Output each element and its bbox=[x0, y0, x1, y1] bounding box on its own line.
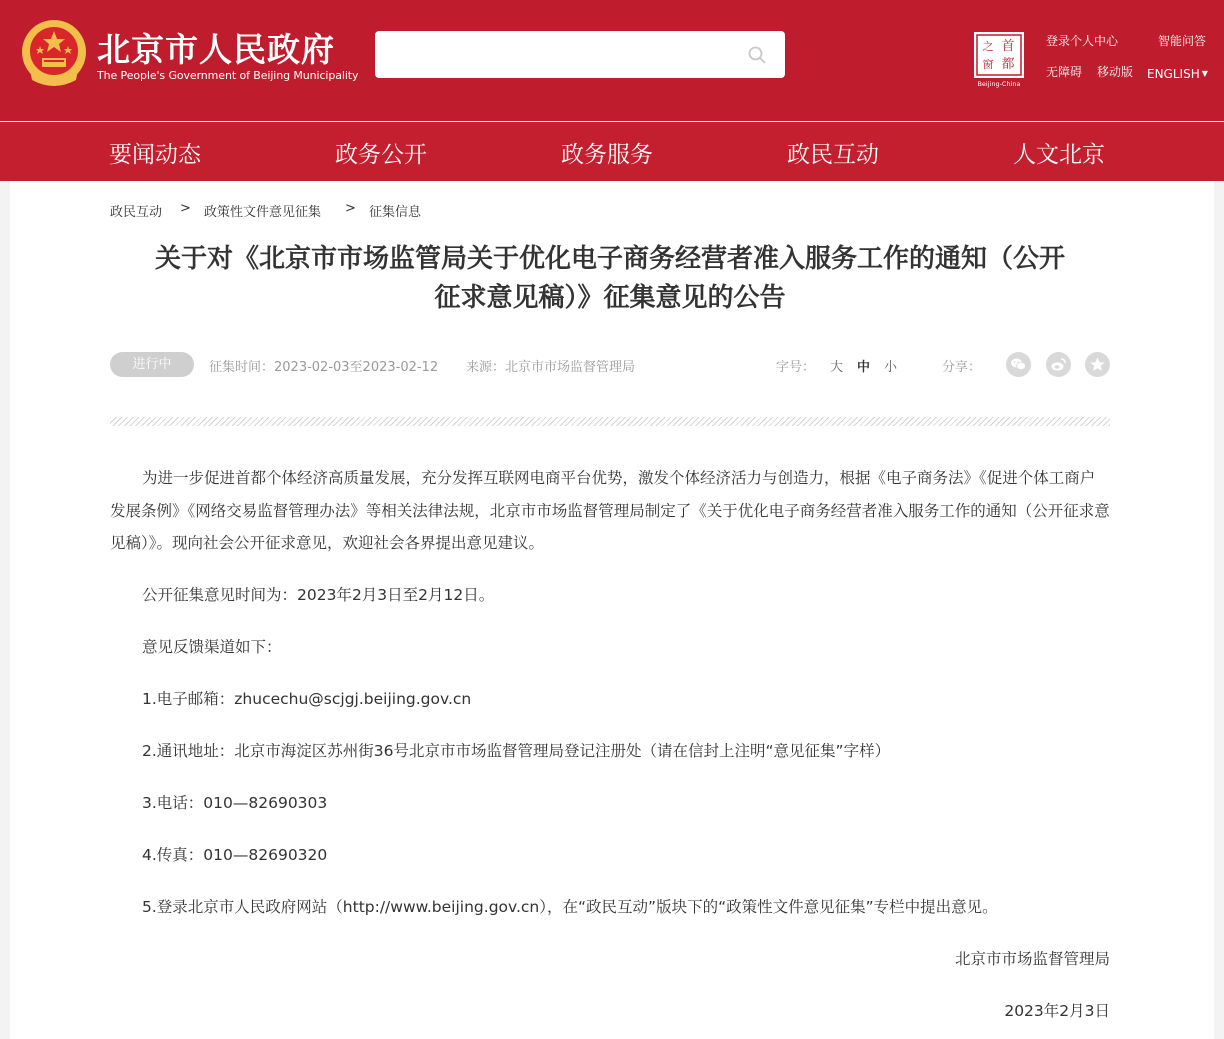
header-bar bbox=[0, 0, 1224, 121]
page-title bbox=[110, 240, 1110, 318]
site-subtitle: The People's Government of Beijing Municipality bbox=[97, 69, 359, 82]
nav-item-open-government[interactable]: 政务公开 bbox=[335, 142, 427, 168]
title-line-2: 征求意见稿）》征集意见的公告 bbox=[434, 283, 786, 313]
share-label: 分享： bbox=[942, 360, 982, 375]
svg-text:Beijing-China: Beijing-China bbox=[977, 80, 1021, 88]
divider bbox=[110, 417, 1110, 426]
english-label: ENGLISH bbox=[1147, 67, 1200, 81]
login-link[interactable]: 登录个人中心 bbox=[1046, 34, 1119, 48]
source-label: 来源：北京市市场监督管理局 bbox=[466, 360, 636, 375]
site-title[interactable]: 北京市人民政府 bbox=[97, 30, 335, 69]
main-nav bbox=[0, 122, 1224, 181]
breadcrumb-item-info[interactable]: 征集信息 bbox=[369, 205, 422, 220]
search-icon[interactable] bbox=[747, 45, 767, 65]
favorite-icon bbox=[1089, 356, 1106, 373]
intro-paragraph: 为进一步促进首都个体经济高质量发展，充分发挥互联网电商平台优势，激发个体经济活力与创造力，根据《电子商务法》《促进个体工商户发展条例》《网络交易监督管理办法》等相关法律法规，北京市市场监督管理局制定了《关于优化电子商务经营者准入服务工作的通知（公开征求意见稿）》。现向社会公开征求意见，欢迎社会各界提出意见建议。 bbox=[110, 469, 1110, 552]
search-input[interactable] bbox=[375, 31, 785, 78]
favorite-share-button[interactable] bbox=[1085, 352, 1110, 377]
svg-text:之: 之 bbox=[982, 40, 994, 53]
national-emblem-icon[interactable] bbox=[20, 18, 88, 88]
left-gutter bbox=[0, 181, 10, 1039]
breadcrumb-item-interaction[interactable]: 政民互动 bbox=[110, 205, 163, 220]
nav-item-culture[interactable]: 人文北京 bbox=[1013, 142, 1105, 168]
svg-text:窗: 窗 bbox=[982, 58, 994, 71]
accessibility-link[interactable]: 无障碍 bbox=[1046, 65, 1083, 79]
font-size-medium-button[interactable]: 中 bbox=[857, 360, 871, 375]
capital-window-logo[interactable] bbox=[971, 30, 1027, 88]
channels-title: 意见反馈渠道如下： bbox=[142, 638, 282, 656]
wechat-share-button[interactable] bbox=[1006, 352, 1031, 377]
channel-email: 1.电子邮箱：zhucechu@scjgj.beijing.gov.cn bbox=[142, 690, 472, 708]
nav-item-interaction[interactable]: 政民互动 bbox=[787, 142, 879, 168]
title-line-1: 关于对《北京市市场监管局关于优化电子商务经营者准入服务工作的通知（公开 bbox=[154, 244, 1065, 274]
svg-text:首: 首 bbox=[1001, 39, 1015, 54]
channel-fax: 4.传真：010—82690320 bbox=[142, 846, 328, 864]
nav-item-news[interactable]: 要闻动态 bbox=[109, 142, 201, 168]
channel-website: 5.登录北京市人民政府网站（http://www.beijing.gov.cn），在“政民互动”版块下的“政策性文件意见征集”专栏中提出意见。 bbox=[142, 898, 998, 916]
right-gutter bbox=[1214, 181, 1224, 1039]
nav-item-services[interactable]: 政务服务 bbox=[561, 142, 653, 168]
period-paragraph: 公开征集意见时间为：2023年2月3日至2月12日。 bbox=[142, 586, 495, 604]
breadcrumb-separator: > bbox=[345, 201, 356, 216]
wechat-icon bbox=[1010, 356, 1027, 373]
font-size-large-button[interactable]: 大 bbox=[830, 360, 844, 375]
channel-address: 2.通讯地址：北京市海淀区苏州街36号北京市市场监督管理局登记注册处（请在信封上注明“意见征集”字样） bbox=[142, 742, 891, 760]
caret-down-icon: ▼ bbox=[1201, 69, 1208, 78]
status-badge: 进行中 bbox=[110, 352, 194, 377]
english-language-link[interactable] bbox=[1147, 67, 1208, 81]
font-size-label: 字号： bbox=[776, 360, 816, 375]
font-size-small-button[interactable]: 小 bbox=[884, 360, 898, 375]
weibo-icon bbox=[1050, 356, 1067, 373]
signature: 北京市市场监督管理局 bbox=[954, 950, 1110, 968]
mobile-version-link[interactable]: 移动版 bbox=[1097, 65, 1134, 79]
collection-period: 征集时间：2023-02-03至2023-02-12 bbox=[209, 360, 439, 375]
weibo-share-button[interactable] bbox=[1046, 352, 1071, 377]
breadcrumb-item-policy[interactable]: 政策性文件意见征集 bbox=[204, 205, 322, 220]
publish-date: 2023年2月3日 bbox=[1004, 1002, 1110, 1020]
channel-phone: 3.电话：010—82690303 bbox=[142, 794, 328, 812]
breadcrumb-separator: > bbox=[180, 201, 191, 216]
smart-qa-link[interactable]: 智能问答 bbox=[1158, 34, 1207, 48]
svg-text:都: 都 bbox=[1001, 57, 1015, 72]
